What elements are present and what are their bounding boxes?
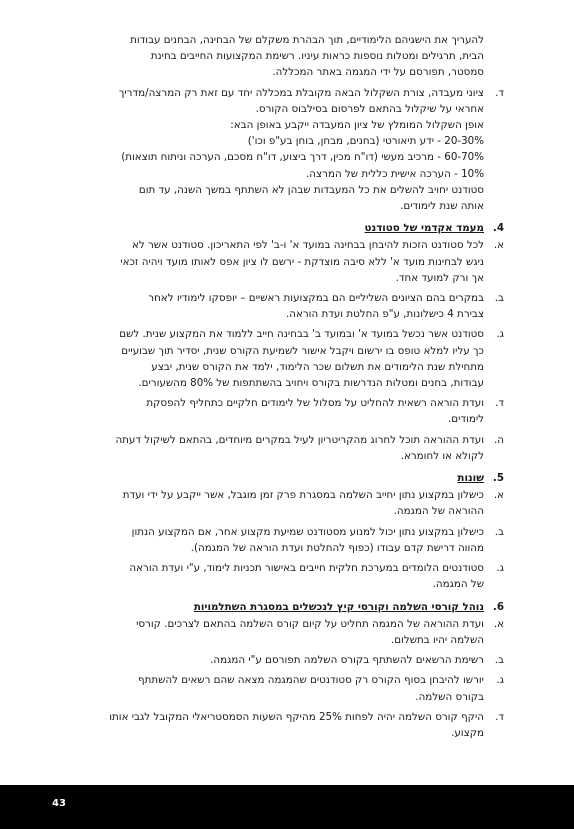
list-marker: ג. [496,328,504,341]
list-item-text [36,487,484,519]
list-item [36,652,504,668]
text-line: 10% - הערכה אישית כללית של המרצה. [306,167,484,180]
text-line: ועדת הוראה רשאית להחליט על מסלול של לימודים חלקיים כתחליף להפסקת [146,397,484,410]
text-line: מקצוע. [451,726,484,739]
page-content [36,32,504,745]
list-item-d [36,85,504,215]
text-line: כך עליו למלא טופס בו ירשום ויקבל אישור לשמיעת הקורס שנית, יסדיר תוך שבועיים [121,344,484,357]
list-marker: ד. [495,86,504,99]
text-line: רשימת הרשאים להשתתף בקורס השלמה תפורסם ע"י המגמה. [210,654,484,667]
list-marker: ה. [493,433,504,446]
list-item [36,560,504,592]
text-line: צבירת 4 כישלונות, ע"פ החלטת ועדת הוראה. [285,308,484,321]
text-line: כישלון במקצוע נתון יחייב השלמה במסגרת פרק זמן מוגבל, אשר ייקבע על ידי ועדת [122,489,484,502]
text-line: אך ורק למועד אחד. [395,271,484,284]
list-marker: ב. [494,292,504,305]
text-line: השלמה יהיו בתשלום. [390,633,484,646]
list-item [36,616,504,648]
section-number: 6. [492,600,504,613]
list-item [36,326,504,391]
text-line: של המגמה. [432,578,484,591]
text-line: סטודנט אשר נכשל במועד א' ובמועד ב' בבחינה חייב ללמוד את המקצוע שנית. לשם [119,328,484,341]
list-marker: ג. [496,562,504,575]
list-item-text [36,85,484,215]
text-line: מהווה דרישת קדם עבודו (כפוף להחלטת ועדת הוראה של המגמה). [190,541,484,554]
list-item [36,487,504,519]
section-title: מעמד אקדמי של סטודנט [364,222,484,235]
section-6-heading [36,599,504,615]
text-line: הבית, תרגילים ומטלות נוספות כראות עיניו. רשימת המקצועות החייבים בחינת [150,50,484,63]
list-item-text [36,672,484,704]
list-item-text [36,616,484,648]
intro-paragraph [36,32,504,81]
list-marker: ד. [495,710,504,723]
list-item-text [36,524,484,556]
list-item [36,237,504,286]
list-item [36,672,504,704]
list-marker: ד. [495,397,504,410]
text-line: סטודנט יחויב להשלים את כל המעבדות שבהן לא השתתף במשך השנה, עד תום [138,183,484,196]
page-footer [0,785,574,829]
text-line: ועדת ההוראה תוכל לחרוג מהקריטריון לעיל במקרים מיוחדים, בהתאם לשיקול דעתה [115,433,484,446]
list-item-text [36,290,484,322]
text-line: לכל סטודנט הזכות להיבחן בבחינה במועד א' ו-ב' לפי התאריכון. סטודנט אשר לא [131,239,484,252]
section-5-list [36,487,504,592]
text-line: ציוני מעבדה, צורת השקלול הבאה מקובלת במכללה יחד עם זאת רק המרצה/מדריך [118,86,484,99]
text-line: ההוראה של המגמה. [393,505,484,518]
page-number: 43 [52,798,66,809]
text-line: 20-30% - ידע תיאורטי (בחנים, מבחן, בוחן בע"פ וכו') [247,135,484,148]
section-number: 5. [492,472,504,485]
text-line: 60-70% - מרכיב מעשי (דו"ח מכין, דרך ביצוע, דו"ח מסכם, הערכה וניתוח תוצאות) [121,151,484,164]
list-item-text [36,237,484,286]
section-5-heading [36,470,504,486]
list-marker: א. [493,239,504,252]
text-line: לימודים. [448,413,484,426]
section-number: 4. [492,222,504,235]
list-marker: א. [493,489,504,502]
text-line: אחראי על שיקלול בהתאם לפרסום בסילבוס הקורס. [255,102,484,115]
list-item-text [36,395,484,427]
text-line: היקף קורס השלמה יהיה לפחות 25% מהיקף השעות הסמסטריאלי המקובל לגבי אותו [109,710,484,723]
text-line: אותה שנת לימודים. [400,200,484,213]
text-line: אופן השקלול המומלץ של ציון המעבדה ייקבע באופן הבא: [230,119,484,132]
list-item-text [36,326,484,391]
section-title: שונות [457,472,484,485]
text-line: ועדת ההוראה של המגמה תחליט על קיום קורס השלמה בהתאם לצרכים. קורסי [136,617,484,630]
text-line: סטודנטים הלומדים במערכת חלקית חייבים באישור תכניות לימוד, ע"י ועדת הוראה [129,562,484,575]
list-item [36,290,504,322]
text-line: בקורס השלמה. [415,690,484,703]
list-marker: ב. [494,525,504,538]
text-line: מתחילת שנת הלימודים את תשלום שכר הלימוד, ילמד את הקורס שנית, יבצע [151,360,484,373]
text-line: יורשו להיבחן בסוף הקורס רק סטודנטים שהמגמה מצאה שהם רשאים להשתתף [138,674,484,687]
text-line: כישלון במקצוע נתון יכול למנוע מסטודנט שמיעת מקצוע אחר, אם המקצוע הנתון [131,525,484,538]
section-6-list [36,616,504,741]
text-line: ניגש לבחינות מועד א' ללא סיבה מוצדקת - ירשם לו ציון אפס לאותו מועד ויהיה זכאי [120,255,484,268]
list-item [36,432,504,464]
text-line: עבודות, בחנים ומטלות הנדרשות בקורס ויחויב בהשתתפות של 80% מהשעורים. [138,377,484,390]
section-title: נוהל קורסי השלמה וקורסי קיץ לנכשלים במסגרת השתלמויות [193,600,484,613]
list-item [36,524,504,556]
text-line: במקרים בהם הציונים השליליים הם במקצועות ראשיים – יופסקו לימודיו לאחר [148,292,484,305]
list-item-text [36,432,484,464]
list-item-text [36,652,484,668]
text-line: להעריך את הישגיהם הלימודיים, תוך הבהרת משקלם של הבחינה, הבחנים עבודות [130,34,484,46]
section-4-heading [36,220,504,236]
list-item-text [36,560,484,592]
list-marker: א. [493,617,504,630]
list-marker: ב. [494,654,504,667]
list-item [36,395,504,427]
list-item [36,709,504,741]
text-line: לקולא או לחומרא. [400,449,484,462]
list-item-text [36,709,484,741]
list-marker: ג. [496,674,504,687]
text-line: סמסטר, תפורסם על ידי המגמה באתר המכללה. [272,66,484,79]
section-4-list [36,237,504,464]
